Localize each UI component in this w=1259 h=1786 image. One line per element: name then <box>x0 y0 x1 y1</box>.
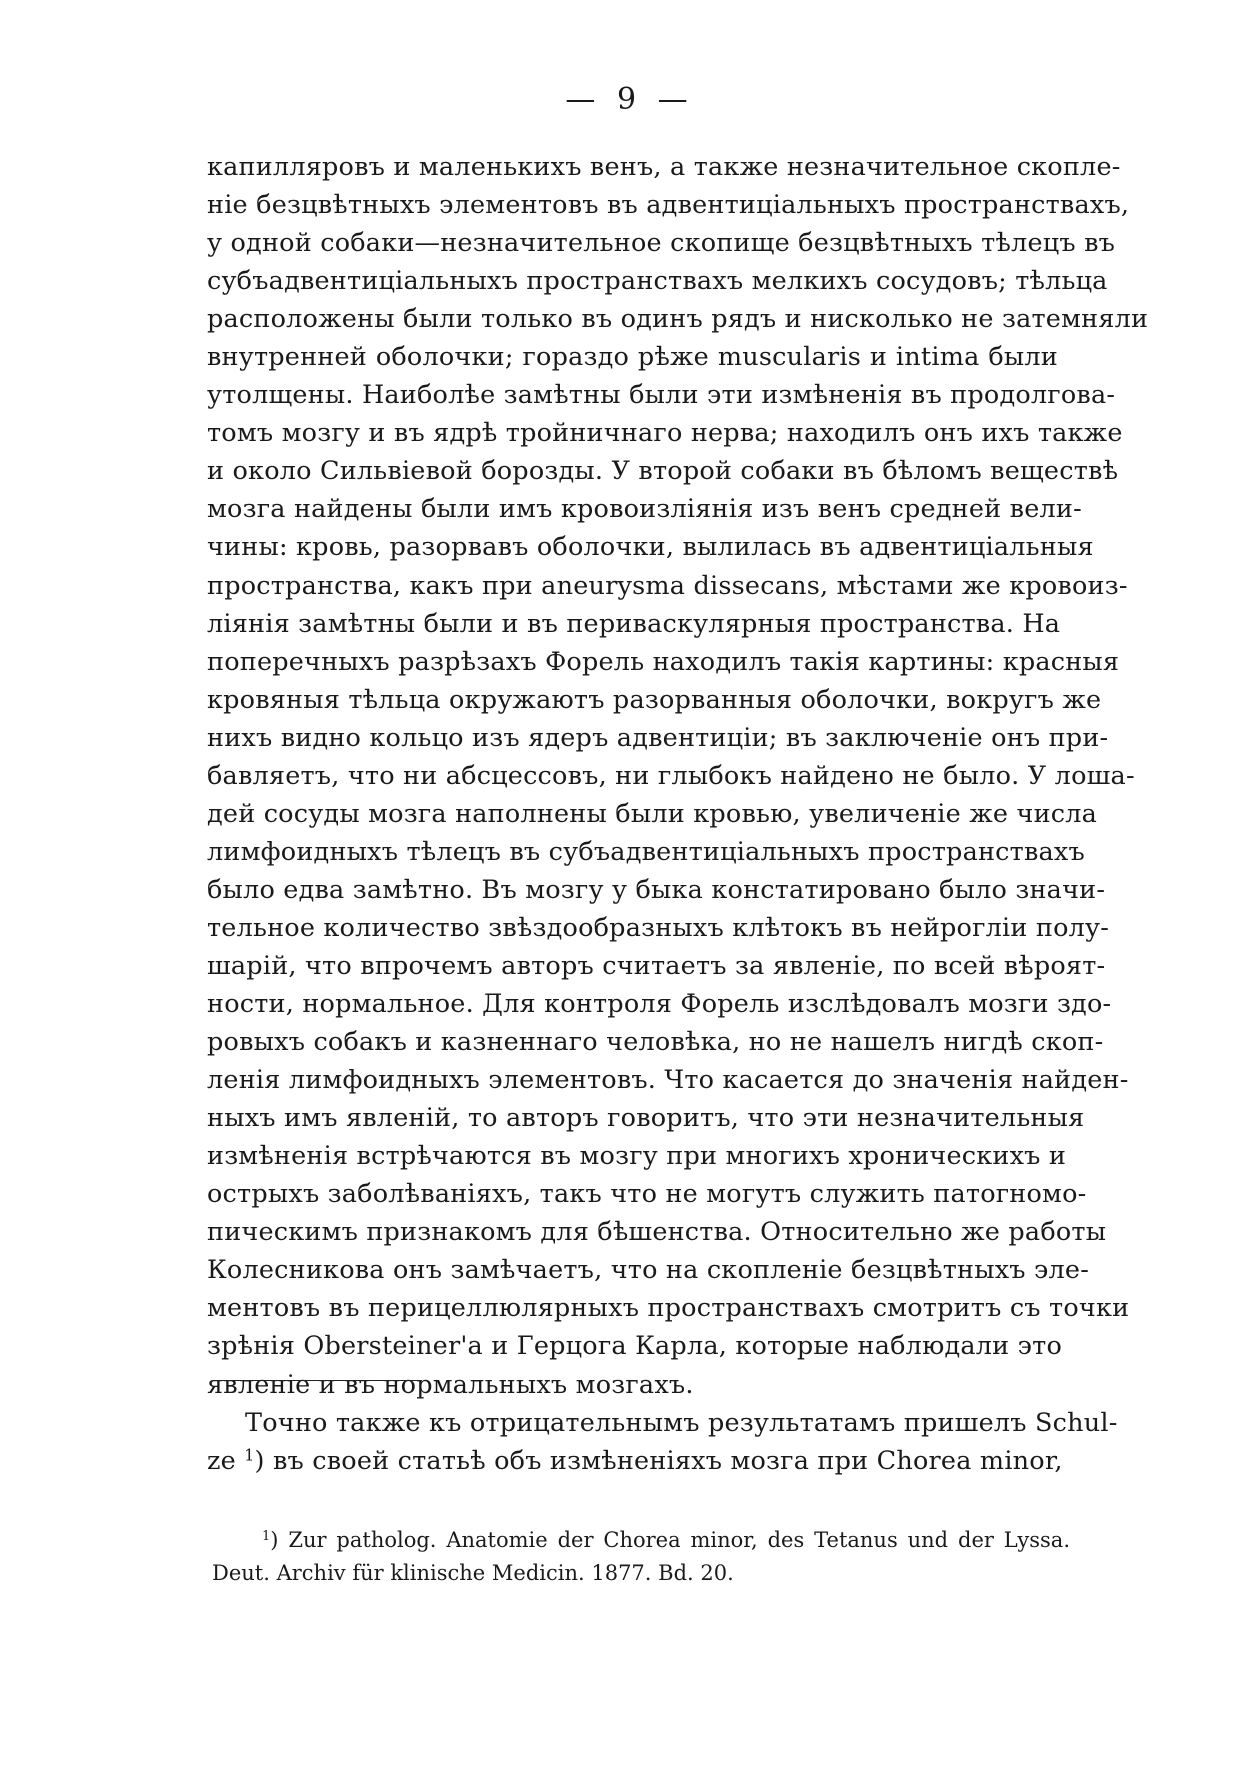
text-line: мозга найдены были имъ кровоизліянія изъ венъ средней вели- <box>207 494 1082 525</box>
footnote-marker: 1 <box>262 1528 271 1544</box>
text-line: пическимъ признакомъ для бѣшенства. Относительно же работы <box>207 1217 1107 1248</box>
text-line: расположены были только въ одинъ рядъ и нисколько не затемняли <box>207 304 1149 335</box>
text-line: явленіе и въ нормальныхъ мозгахъ. <box>207 1369 694 1400</box>
text-line: тельное количество звѣздообразныхъ клѣтокъ въ нейрогліи полу- <box>207 912 1110 943</box>
text-line: томъ мозгу и въ ядрѣ тройничнаго нерва; находилъ онъ ихъ также <box>207 418 1123 449</box>
text-line: утолщены. Наиболѣе замѣтны были эти измѣненія въ продолгова- <box>207 380 1116 411</box>
text-line: дей сосуды мозга наполнены были кровью, увеличеніе же числа <box>207 798 1098 829</box>
text-line: было едва замѣтно. Въ мозгу у быка констатировано было значи- <box>207 874 1106 905</box>
text-line: субъадвентиціальныхъ пространствахъ мелкихъ сосудовъ; тѣльца <box>207 266 1108 297</box>
footnote-reference: 1 <box>244 1444 255 1464</box>
text-line: ровыхъ собакъ и казненнаго человѣка, но не нашелъ нигдѣ скоп- <box>207 1027 1104 1058</box>
text-line-with-footnote-ref <box>207 1442 1063 1480</box>
page-number: — 9 — <box>565 82 694 117</box>
text-line: ніе безцвѣтныхъ элементовъ въ адвентиціальныхъ пространствахъ, <box>207 190 1130 221</box>
text-line: внутренней оболочки; гораздо рѣже muscularis и intima были <box>207 342 1058 373</box>
footnote <box>212 1524 1070 1590</box>
text-line: измѣненія встрѣчаются въ мозгу при многихъ хроническихъ и <box>207 1141 1067 1172</box>
text-line: чины: кровь, разорвавъ оболочки, вылилась въ адвентиціальныя <box>207 532 1094 563</box>
body-text <box>207 148 1149 1480</box>
text-line: у одной собаки—незначительное скопище безцвѣтныхъ тѣлецъ въ <box>207 228 1116 259</box>
footnote-line: Deut. Archiv für klinische Medicin. 1877. Bd. 20. <box>212 1561 734 1585</box>
text-line: острыхъ заболѣваніяхъ, такъ что не могутъ служить патогномо- <box>207 1179 1087 1210</box>
text-line: бавляетъ, что ни абсцессовъ, ни глыбокъ найдено не было. У лоша- <box>207 760 1135 791</box>
text-segment: ze <box>207 1445 245 1476</box>
text-line: ныхъ имъ явленій, то авторъ говоритъ, что эти незначительныя <box>207 1103 1085 1134</box>
text-line: капилляровъ и маленькихъ венъ, а также незначительное скопле- <box>207 152 1121 182</box>
text-line: лимфоидныхъ тѣлецъ въ субъадвентиціальныхъ пространствахъ <box>207 836 1085 867</box>
text-line: Колесникова онъ замѣчаетъ, что на скопленіе безцвѣтныхъ эле- <box>207 1255 1090 1286</box>
paragraph-start-line: Точно также къ отрицательнымъ результатамъ пришелъ Schul- <box>245 1407 1118 1438</box>
footnote-line <box>212 1524 1070 1557</box>
text-line: ности, нормальное. Для контроля Форель изслѣдовалъ мозги здо- <box>207 989 1112 1020</box>
text-line: и около Сильвіевой борозды. У второй собаки въ бѣломъ веществѣ <box>207 456 1119 487</box>
text-line: нихъ видно кольцо изъ ядеръ адвентиціи; въ заключеніе онъ при- <box>207 722 1109 753</box>
text-line: зрѣнія Obersteiner'а и Герцога Карла, которые наблюдали это <box>207 1331 1063 1362</box>
text-line: шарій, что впрочемъ авторъ считаетъ за явленіе, по всей вѣроят- <box>207 950 1106 981</box>
text-line: ліянія замѣтны были и въ периваскулярныя пространства. На <box>207 608 1061 639</box>
footnote-text: ) Zur patholog. Anatomie der Chorea minor, des Tetanus und der Lyssa. <box>270 1528 1070 1552</box>
text-line: ментовъ въ перицеллюлярныхъ пространствахъ смотритъ съ точки <box>207 1293 1130 1324</box>
text-segment: ) въ своей статьѣ объ измѣненіяхъ мозга при Chorea minor, <box>254 1445 1063 1476</box>
footnote-divider <box>213 1380 422 1381</box>
text-line: поперечныхъ разрѣзахъ Форель находилъ такія картины: красныя <box>207 646 1120 677</box>
text-line: пространства, какъ при aneurysma dissecans, мѣстами же кровоиз- <box>207 570 1128 601</box>
text-line: ленія лимфоидныхъ элементовъ. Что касается до значенія найден- <box>207 1065 1129 1096</box>
text-line: кровяныя тѣльца окружаютъ разорванныя оболочки, вокругъ же <box>207 684 1102 715</box>
